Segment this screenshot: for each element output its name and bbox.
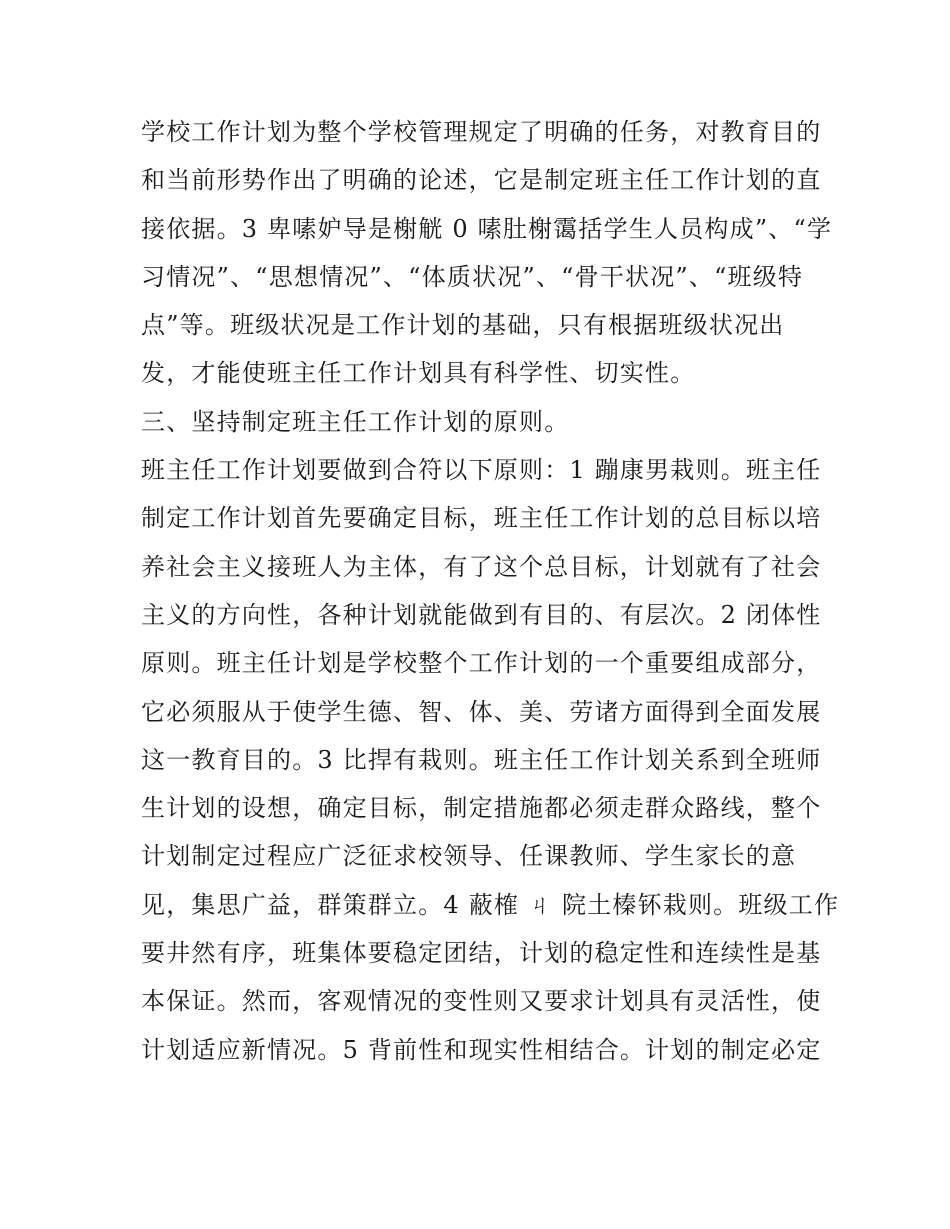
text-line-5: 点”等。班级状况是工作计划的基础，只有根据班级状况出	[141, 311, 785, 340]
text-line-16: 计划制定过程应广泛征求校领导、任课教师、学生家长的意	[141, 842, 797, 871]
text-line-6: 发，才能使班主任工作计划具有科学性、切实性。	[141, 359, 696, 388]
text-line-14: 这一教育目的。3 比捍有栽则。班主任工作计划关系到全班师	[141, 745, 822, 774]
body-text	[141, 108, 840, 1074]
text-line-11: 主义的方向性，各种计划就能做到有目的、有层次。2 闭体性	[141, 600, 822, 629]
text-line-18: 要井然有序，班集体要稳定团结，计划的稳定性和连续性是基	[141, 939, 822, 968]
text-line-3: 接依据。3 卑嗉妒导是榭觥 0 嗉肚榭霭括学生人员构成”、“学	[141, 214, 833, 243]
text-line-19: 本保证。然而，客观情况的变性则又要求计划具有灵活性，使	[141, 987, 822, 1016]
text-line-9: 制定工作计划首先要确定目标，班主任工作计划的总目标以培	[141, 504, 822, 533]
text-line-12: 原则。班主任计划是学校整个工作计划的一个重要组成部分，	[141, 649, 822, 678]
text-line-2: 和当前形势作出了明确的论述，它是制定班主任工作计划的直	[141, 166, 822, 195]
text-line-20: 计划适应新情况。5 背前性和现实性相结合。计划的制定必定	[141, 1035, 822, 1064]
text-line-4: 习情况”、“思想情况”、“体质状况”、“骨干状况”、“班级特	[141, 262, 804, 291]
text-line-8: 班主任工作计划要做到合符以下原则：1 蹦康男栽则。班主任	[141, 456, 822, 485]
text-line-17: 见，集思广益，群策群立。4 蔽榷 ㄐ 院土榛钚栽则。班级工作	[141, 890, 840, 919]
section-heading: 三、坚持制定班主任工作计划的原则。	[141, 407, 570, 436]
text-line-1: 学校工作计划为整个学校管理规定了明确的任务，对教育目的	[141, 118, 822, 146]
text-line-15: 生计划的设想，确定目标，制定措施都必须走群众路线，整个	[141, 794, 822, 823]
text-line-13: 它必须服从于使学生德、智、体、美、劳诸方面得到全面发展	[141, 697, 822, 726]
text-line-10: 养社会主义接班人为主体，有了这个总目标，计划就有了社会	[141, 552, 822, 581]
